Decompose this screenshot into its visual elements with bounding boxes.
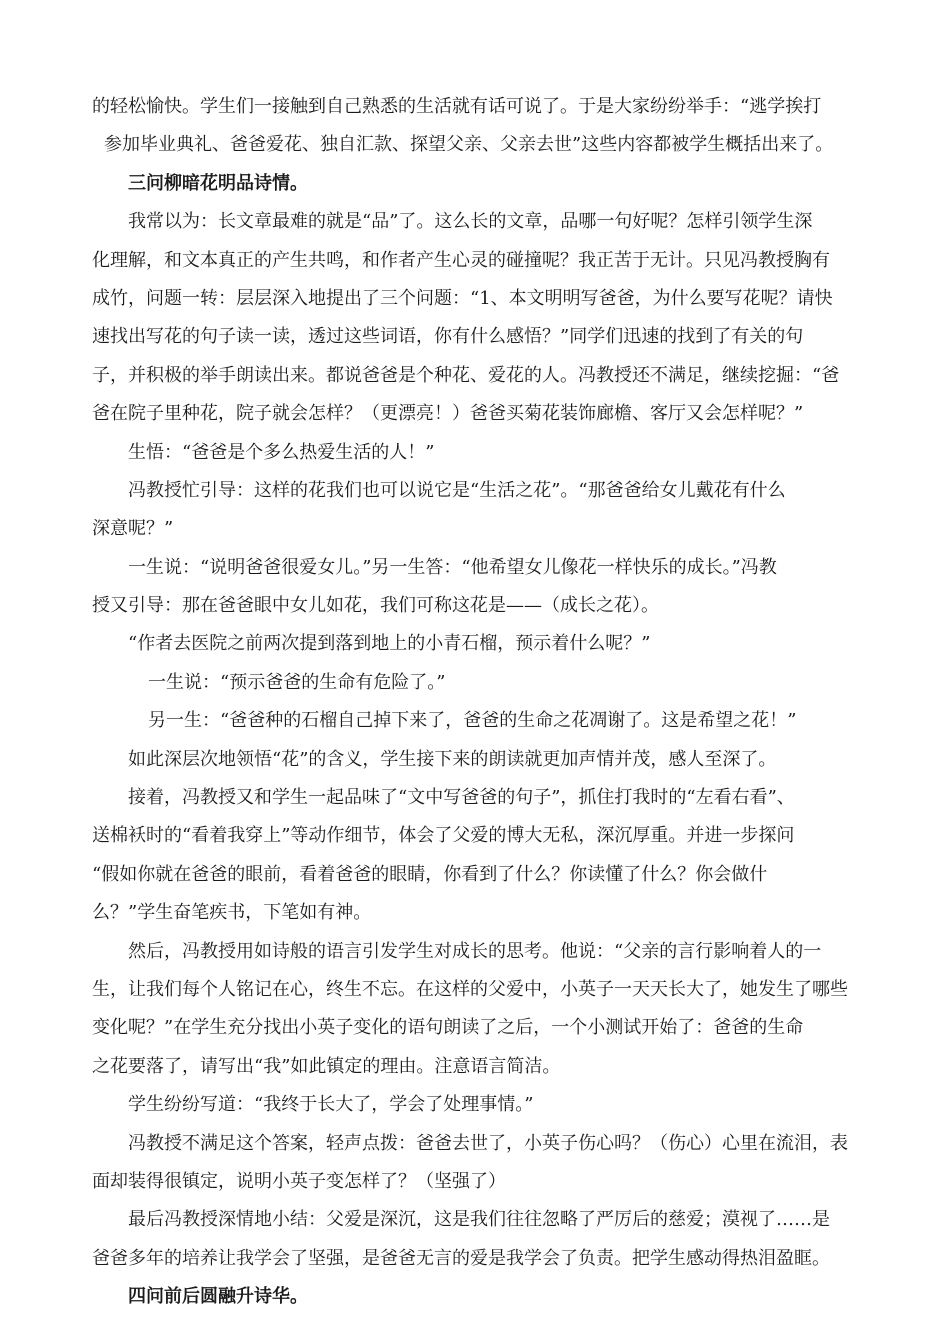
paragraph-line: 我常以为：长文章最难的就是“品”了。这么长的文章，品哪一句好呢？怎样引领学生深 <box>128 211 813 233</box>
paragraph-line: 变化呢？”在学生充分找出小英子变化的语句朗读了之后，一个小测试开始了：爸爸的生命 <box>92 1017 804 1039</box>
paragraph-line: 冯教授忙引导：这样的花我们也可以说它是“生活之花”。“那爸爸给女儿戴花有什么 <box>128 479 786 501</box>
paragraph-line: 生，让我们每个人铭记在心，终生不忘。在这样的父爱中，小英子一天天长大了，她发生了哪些 <box>92 978 848 1000</box>
paragraph-line: 一生说：“预示爸爸的生命有危险了。” <box>148 671 446 693</box>
paragraph-line: 一生说：“说明爸爸很爱女儿。”另一生答：“他希望女儿像花一样快乐的成长。”冯教 <box>128 556 777 578</box>
paragraph-line: “假如你就在爸爸的眼前，看着爸爸的眼睛，你看到了什么？你读懂了什么？你会做什 <box>92 863 768 885</box>
paragraph-line: 生悟：“爸爸是个多么热爱生活的人！” <box>128 441 435 463</box>
paragraph-line: 成竹，问题一转：层层深入地提出了三个问题：“1、本文明明写爸爸，为什么要写花呢？请快 <box>92 287 833 309</box>
paragraph-line: 冯教授不满足这个答案，轻声点拨：爸爸去世了，小英子伤心吗？（伤心）心里在流泪，表 <box>128 1132 848 1154</box>
paragraph-line: 接着，冯教授又和学生一起品味了“文中写爸爸的句子”，抓住打我时的“左看右看”、 <box>128 787 795 809</box>
section-heading: 三问柳暗花明品诗情。 <box>128 172 308 194</box>
paragraph-line: 然后，冯教授用如诗般的语言引发学生对成长的思考。他说：“父亲的言行影响着人的一 <box>128 940 822 962</box>
paragraph-line: 速找出写花的句子读一读，透过这些词语，你有什么感悟？”同学们迅速的找到了有关的句 <box>92 326 804 348</box>
paragraph-line: 面却装得很镇定，说明小英子变怎样了？（坚强了） <box>92 1170 506 1192</box>
paragraph-line: 送棉袄时的“看着我穿上”等动作细节，体会了父爱的博大无私，深沉厚重。并进一步探问 <box>92 825 795 847</box>
paragraph-line: 之花要落了，请写出“我”如此镇定的理由。注意语言简洁。 <box>92 1055 561 1077</box>
paragraph-line: 的轻松愉快。学生们一接触到自己熟悉的生活就有话可说了。于是大家纷纷举手：“逃学挨打 <box>92 96 822 117</box>
paragraph-line: 子，并积极的举手朗读出来。都说爸爸是个种花、爱花的人。冯教授还不满足，继续挖掘：“爸 <box>92 364 840 386</box>
paragraph-line: 学生纷纷写道：“我终于长大了，学会了处理事情。” <box>128 1094 534 1116</box>
paragraph-line: 参加毕业典礼、爸爸爱花、独自汇款、探望父亲、父亲去世”这些内容都被学生概括出来了。 <box>104 134 834 156</box>
paragraph-line: 么？”学生奋笔疾书，下笔如有神。 <box>92 902 372 924</box>
paragraph-line: 授又引导：那在爸爸眼中女儿如花，我们可称这花是——（成长之花）。 <box>92 595 659 617</box>
paragraph-line: 另一生：“爸爸种的石榴自己掉下来了，爸爸的生命之花凋谢了。这是希望之花！” <box>148 710 797 732</box>
paragraph-line: 最后冯教授深情地小结：父爱是深沉，这是我们往往忽略了严厉后的慈爱；漠视了……是 <box>128 1209 830 1231</box>
paragraph-line: 爸爸多年的培养让我学会了坚强，是爸爸无言的爱是我学会了负责。把学生感动得热泪盈眶。 <box>92 1247 830 1269</box>
section-heading: 四问前后圆融升诗华。 <box>128 1286 308 1308</box>
paragraph-line: “作者去医院之前两次提到落到地上的小青石榴，预示着什么呢？” <box>128 633 651 655</box>
paragraph-line: 深意呢？” <box>92 518 174 540</box>
paragraph-line: 化理解，和文本真正的产生共鸣，和作者产生心灵的碰撞呢？我正苦于无计。只见冯教授胸有 <box>92 249 830 271</box>
paragraph-line: 如此深层次地领悟“花”的含义，学生接下来的朗读就更加声情并茂，感人至深了。 <box>128 748 777 770</box>
paragraph-line: 爸在院子里种花，院子就会怎样？（更漂亮！）爸爸买菊花装饰廊檐、客厅又会怎样呢？” <box>92 403 804 425</box>
